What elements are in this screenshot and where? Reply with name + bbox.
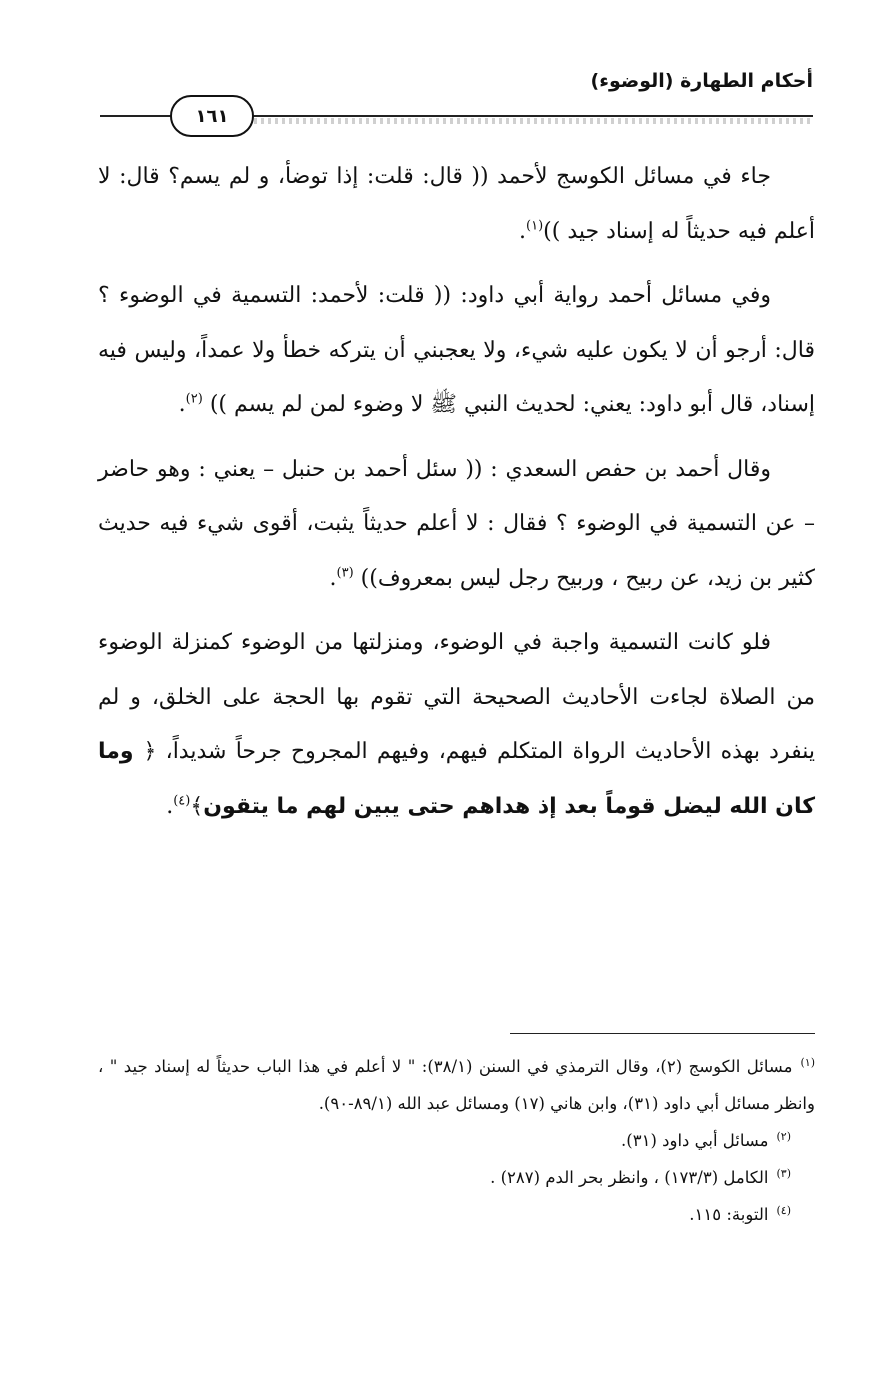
body-text — [98, 150, 815, 844]
footnote-mark-1: (١) — [800, 1055, 815, 1069]
quran-close-bracket: ﴾ — [190, 793, 204, 819]
footnote-2 — [98, 1122, 815, 1159]
header-rule-texture — [240, 118, 813, 124]
footnote-ref-1: (١) — [526, 218, 544, 234]
paragraph-4-end: . — [166, 793, 174, 819]
footnote-mark-4: (٤) — [776, 1203, 791, 1217]
paragraph-4-text: فلو كانت التسمية واجبة في الوضوء، ومنزلتها من الوضوء كمنزلة الوضوء من الصلاة لجاءت الأحاديث الصحيحة التي تقوم بها الحجة على الخلق، و لم ينفرد بهذه الأحاديث الرواة المتكلم فيهم، وفيهم المجروح جرحاً شديداً، ﴿ — [98, 630, 816, 764]
paragraph-2 — [98, 269, 815, 433]
paragraph-2-end: . — [178, 392, 186, 417]
footnote-text-1: مسائل الكوسج (٢)، وقال الترمذي في السنن (٣٨/١): " لا أعلم في هذا الباب حديثاً له إسناد جيد " ، وانظر مسائل أبي داود (٣١)، وابن هاني (١٧) ومسائل عبد الله (٨٩/١-٩٠). — [98, 1057, 815, 1113]
footnote-text-4: التوبة: ١١٥. — [689, 1205, 769, 1224]
quran-verse: وما كان الله ليضل قوماً بعد إذ هداهم حتى يبين لهم ما يتقون — [98, 739, 815, 819]
footnote-ref-2: (٢) — [185, 391, 203, 407]
paragraph-4 — [98, 616, 815, 834]
paragraph-3-end: . — [329, 565, 337, 591]
footnote-ref-4: (٤) — [173, 793, 191, 809]
paragraph-3-text: وقال أحمد بن حفص السعدي : (( سئل أحمد بن حنبل – يعني : وهو حاضر – عن التسمية في الوضوء ؟ فقال : لا أعلم حديثاً يثبت، أقوى شيء فيه حديث كثير بن زيد، عن ربيح ، وربيح رجل ليس بمعروف)) — [98, 456, 815, 591]
footnote-separator — [510, 1033, 815, 1034]
footnote-3 — [98, 1159, 815, 1196]
footnote-4 — [98, 1196, 815, 1233]
footnote-1 — [98, 1048, 815, 1122]
footnote-mark-3: (٣) — [776, 1166, 791, 1180]
footnote-ref-3: (٣) — [336, 565, 354, 581]
footnote-text-3: الكامل (١٧٣/٣) ، وانظر بحر الدم (٢٨٧) . — [490, 1168, 769, 1187]
footnote-text-2: مسائل أبي داود (٣١). — [621, 1131, 769, 1150]
running-title: أحكام الطهارة (الوضوء) — [590, 70, 813, 92]
page-number: ١٦١ — [170, 95, 254, 137]
paragraph-3 — [98, 443, 815, 607]
footnotes — [98, 1048, 815, 1233]
paragraph-1-text: جاء في مسائل الكوسج لأحمد (( قال: قلت: إذا توضأ، و لم يسم؟ قال: لا أعلم فيه حديثاً له إسناد جيد )) — [98, 164, 815, 244]
paragraph-1 — [98, 150, 815, 259]
paragraph-2-text: وفي مسائل أحمد رواية أبي داود: (( قلت: لأحمد: التسمية في الوضوء ؟ قال: أرجو أن لا يكون عليه شيء، ولا يعجبني أن يتركه خطأ ولا عمداً، وليس فيه إسناد، قال أبو داود: يعني: لحديث النبي ﷺ لا وضوء لمن لم يسم )) — [98, 283, 815, 417]
footnote-mark-2: (٢) — [776, 1129, 791, 1143]
paragraph-1-end: . — [519, 218, 527, 244]
